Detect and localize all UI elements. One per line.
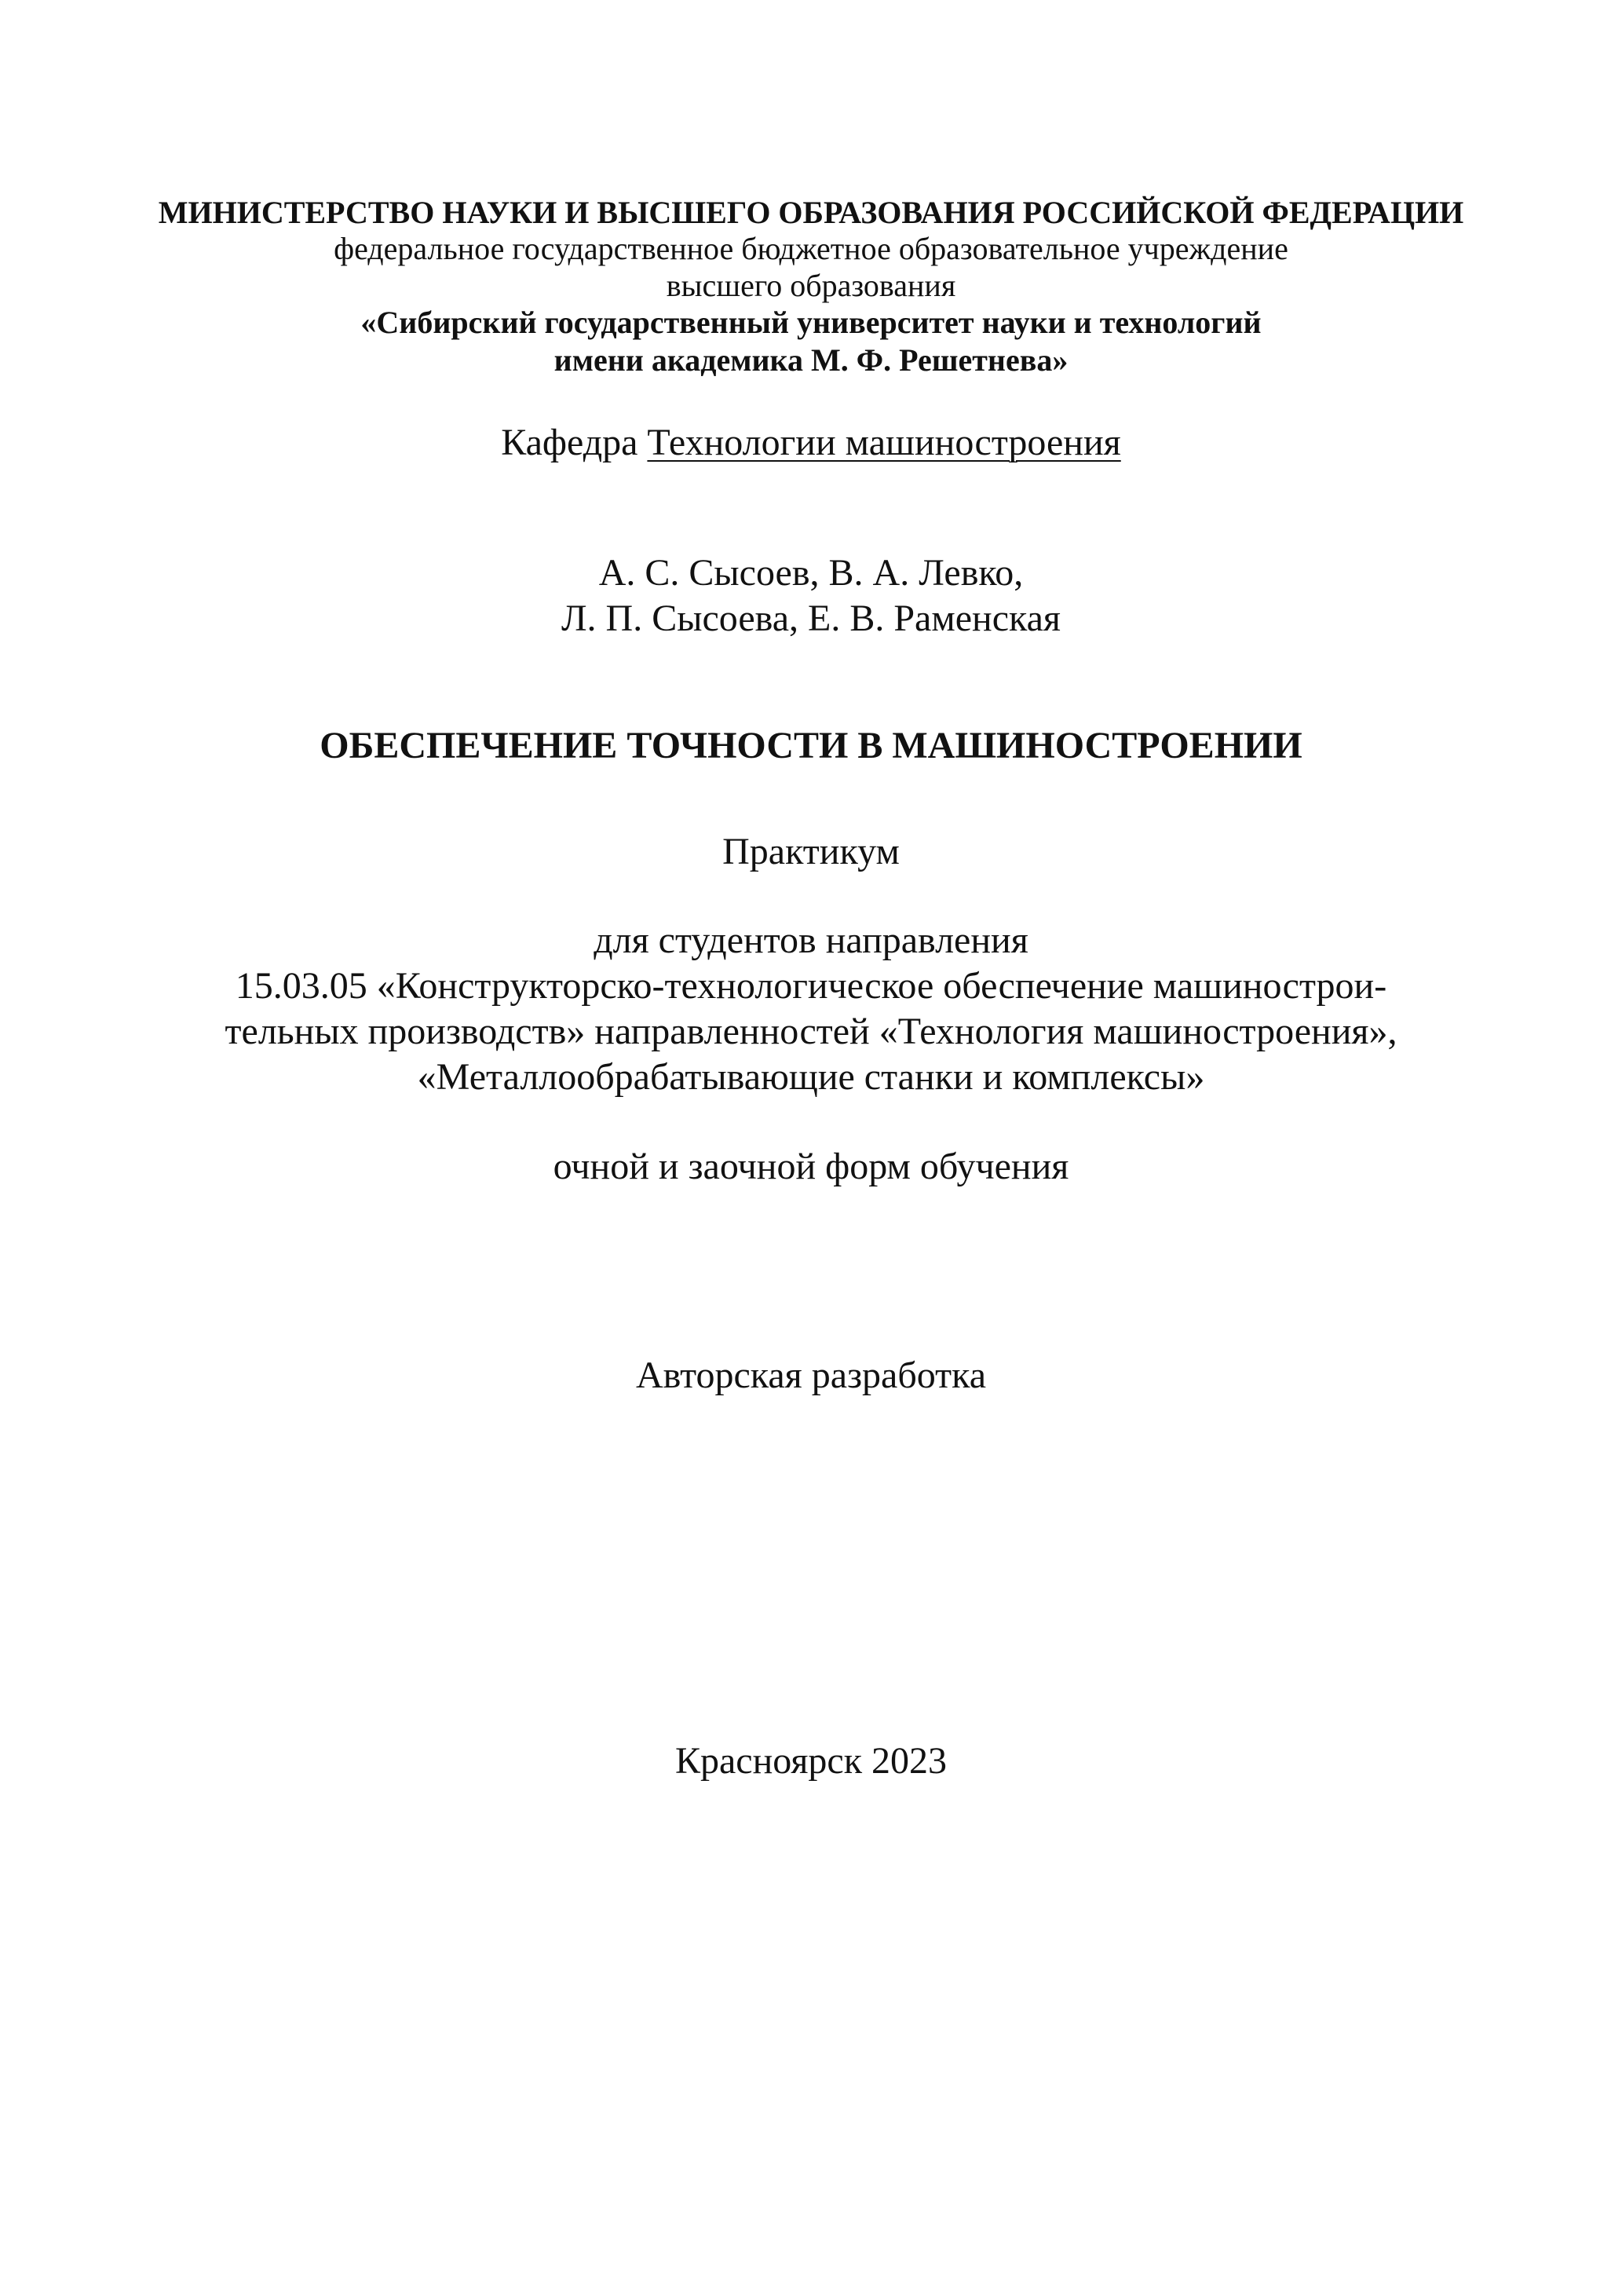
city-year: Красноярск 2023 — [674, 1740, 948, 1782]
authors-line-1: А. С. Сысоев, В. А. Левко, — [598, 552, 1024, 594]
department — [0, 421, 1622, 464]
document-type: Практикум — [722, 831, 900, 872]
department-prefix: Кафедра — [501, 422, 638, 463]
institution-type-line-2: высшего образования — [666, 268, 956, 303]
authorship-note: Авторская разработка — [636, 1355, 986, 1396]
audience-line-3: тельных производств» направленностей «Технология машиностроения», — [225, 1011, 1397, 1052]
department-name: Технологии машиностроения — [647, 422, 1121, 463]
audience-line-2: 15.03.05 «Конструкторско-технологическое обеспечение машинострои- — [235, 965, 1387, 1007]
ministry-heading: МИНИСТЕРСТВО НАУКИ И ВЫСШЕГО ОБРАЗОВАНИЯ РОССИЙСКОЙ ФЕДЕРАЦИИ — [158, 195, 1464, 230]
authors-line-2: Л. П. Сысоева, Е. В. Раменская — [561, 598, 1061, 639]
audience-line-1: для студентов направления — [594, 919, 1028, 961]
study-form: очной и заочной форм обучения — [553, 1146, 1069, 1187]
audience-line-4: «Металлообрабатывающие станки и комплексы» — [417, 1056, 1205, 1098]
university-name-line-1: «Сибирский государственный университет науки и технологий — [360, 305, 1262, 340]
university-name-line-2: имени академика М. Ф. Решетнева» — [553, 342, 1069, 378]
document-title: ОБЕСПЕЧЕНИЕ ТОЧНОСТИ В МАШИНОСТРОЕНИИ — [320, 725, 1302, 766]
institution-type-line-1: федеральное государственное бюджетное образовательное учреждение — [334, 231, 1288, 266]
